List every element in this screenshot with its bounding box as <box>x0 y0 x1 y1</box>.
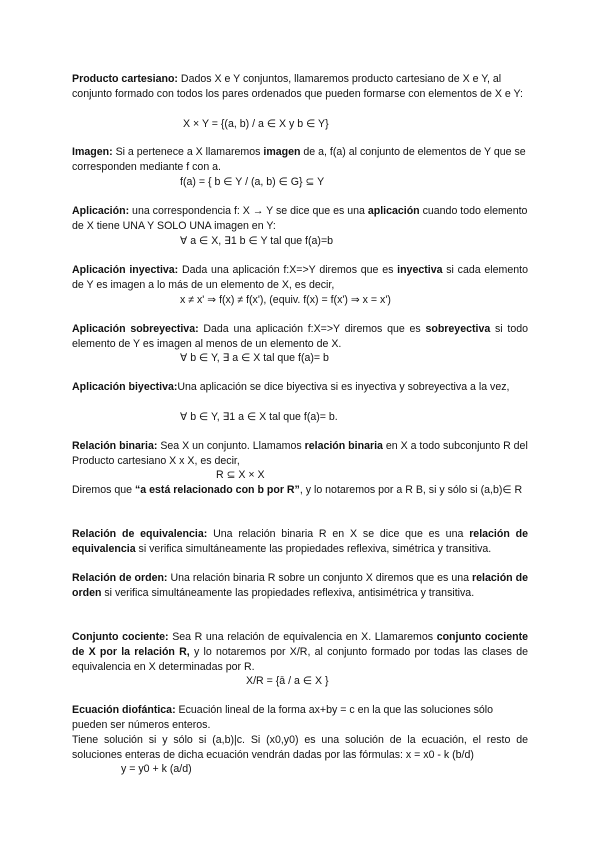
definition-relacion-notation <box>72 483 528 498</box>
definition-text: Sea X un conjunto. Llamamos <box>157 440 305 452</box>
term-label: Aplicación: <box>72 205 130 217</box>
term-label: Relación de equivalencia: <box>72 528 208 540</box>
definition-text: Sea R una relación de equivalencia en X. Llamaremos <box>168 631 437 643</box>
definition-text: Diremos que <box>72 484 135 496</box>
definition-text: cuando todo elemento de X tiene UNA Y SOLO UNA imagen en Y: <box>72 205 528 232</box>
definition-relacion-equivalencia <box>72 527 528 557</box>
formula: y = y0 + k (a/d) <box>121 763 192 775</box>
definition-aplicacion-biyectiva <box>72 380 528 395</box>
definition-ecuacion-solucion <box>72 733 528 763</box>
definition-text: en X a todo subconjunto R del Producto cartesiano X x X, es decir, <box>72 440 528 467</box>
formula: f(a) = { b ∈ Y / (a, b) ∈ G} ⊆ Y <box>180 176 325 188</box>
definition-relacion-binaria <box>72 439 528 469</box>
term-label: Producto cartesiano: <box>72 73 178 85</box>
definition-text: si verifica simultáneamente las propiedades reflexiva, antisimétrica y transitiva. <box>101 587 475 599</box>
definition-text: Una relación binaria R sobre un conjunto X diremos que es una <box>167 572 473 584</box>
highlighted-term: relación binaria <box>304 440 383 452</box>
formula: R ⊆ X × X <box>216 469 265 481</box>
definition-text: y lo notaremos por X/R, al conjunto formado por todas las clases de equivalencia en X determinadas por R. <box>72 646 528 673</box>
definition-text: Dada una aplicación f:X=>Y diremos que es <box>198 323 426 335</box>
definition-text: Dados X e Y conjuntos, llamaremos producto cartesiano de X e Y, al conjunto formado con todos los pares ordenados que pueden formarse con elementos de X e Y: <box>72 73 523 100</box>
definition-relacion-orden <box>72 571 528 601</box>
highlighted-term: sobreyectiva <box>425 323 491 335</box>
definition-text: Si a pertenece a X llamaremos <box>112 146 264 158</box>
highlighted-term: conjunto cociente de X por la relación R, <box>72 631 528 658</box>
highlighted-term: “a está relacionado con b por R” <box>135 484 300 496</box>
definition-producto-cartesiano <box>72 72 528 102</box>
definition-imagen <box>72 145 528 175</box>
definition-text: si verifica simultáneamente las propiedades reflexiva, simétrica y transitiva. <box>135 543 492 555</box>
formula: X × Y = {(a, b) / a ∈ X y b ∈ Y} <box>183 118 329 130</box>
formula: x ≠ x' ⇒ f(x) ≠ f(x'), (equiv. f(x) = f(x') ⇒ x = x') <box>180 294 391 306</box>
term-label: Aplicación biyectiva: <box>72 381 178 393</box>
formula: X/R = {ā / a ∈ X } <box>246 675 329 687</box>
definition-text: Ecuación lineal de la forma ax+by = c en la que las soluciones sólo pueden ser números enteros. <box>72 704 494 731</box>
definition-text: si cada elemento de Y es imagen a lo más de un elemento de X, es decir, <box>72 264 528 291</box>
term-label: Imagen: <box>72 146 113 158</box>
term-label: Relación de orden: <box>72 572 168 584</box>
definition-ecuacion-diofantica <box>72 703 528 733</box>
definition-text: Una aplicación se dice biyectiva si es inyectiva y sobreyectiva a la vez, <box>177 381 510 393</box>
definition-text: una correspondencia f: X → Y se dice que es una <box>129 205 368 217</box>
formula: ∀ b ∈ Y, ∃1 a ∈ X tal que f(a)= b. <box>180 411 338 423</box>
definition-text: , y lo notaremos por a R B, si y sólo si (a,b)∈ R <box>299 484 523 496</box>
definition-text: Dada una aplicación f:X=>Y diremos que es <box>178 264 398 276</box>
definition-text: si todo elemento de Y es imagen al menos de un elemento de X. <box>72 323 528 350</box>
term-label: Conjunto cociente: <box>72 631 169 643</box>
highlighted-term: inyectiva <box>397 264 443 276</box>
term-label: Ecuación diofántica: <box>72 704 176 716</box>
term-label: Relación binaria: <box>72 440 158 452</box>
term-label: Aplicación sobreyectiva: <box>72 323 199 335</box>
formula: ∀ b ∈ Y, ∃ a ∈ X tal que f(a)= b <box>180 352 329 364</box>
definition-text: Tiene solución si y sólo si (a,b)|c. Si (x0,y0) es una solución de la ecuación, el resto de soluciones enteras de dicha ecuación vendrán dadas por las fórmulas: x = x0 - k (b/d) <box>72 734 528 761</box>
definition-aplicacion-sobreyectiva <box>72 322 528 352</box>
highlighted-term: aplicación <box>367 205 420 217</box>
definition-aplicacion-inyectiva <box>72 263 528 293</box>
highlighted-term: imagen <box>263 146 301 158</box>
definition-text: Una relación binaria R en X se dice que es una <box>207 528 470 540</box>
definition-text: de a, f(a) al conjunto de elementos de Y que se corresponden mediante f con a. <box>72 146 526 173</box>
definition-conjunto-cociente <box>72 630 528 675</box>
highlighted-term: relación de equivalencia <box>72 528 529 555</box>
term-label: Aplicación inyectiva: <box>72 264 179 276</box>
highlighted-term: relación de orden <box>72 572 529 599</box>
definition-aplicacion <box>72 204 528 234</box>
formula: ∀ a ∈ X, ∃1 b ∈ Y tal que f(a)=b <box>180 235 334 247</box>
